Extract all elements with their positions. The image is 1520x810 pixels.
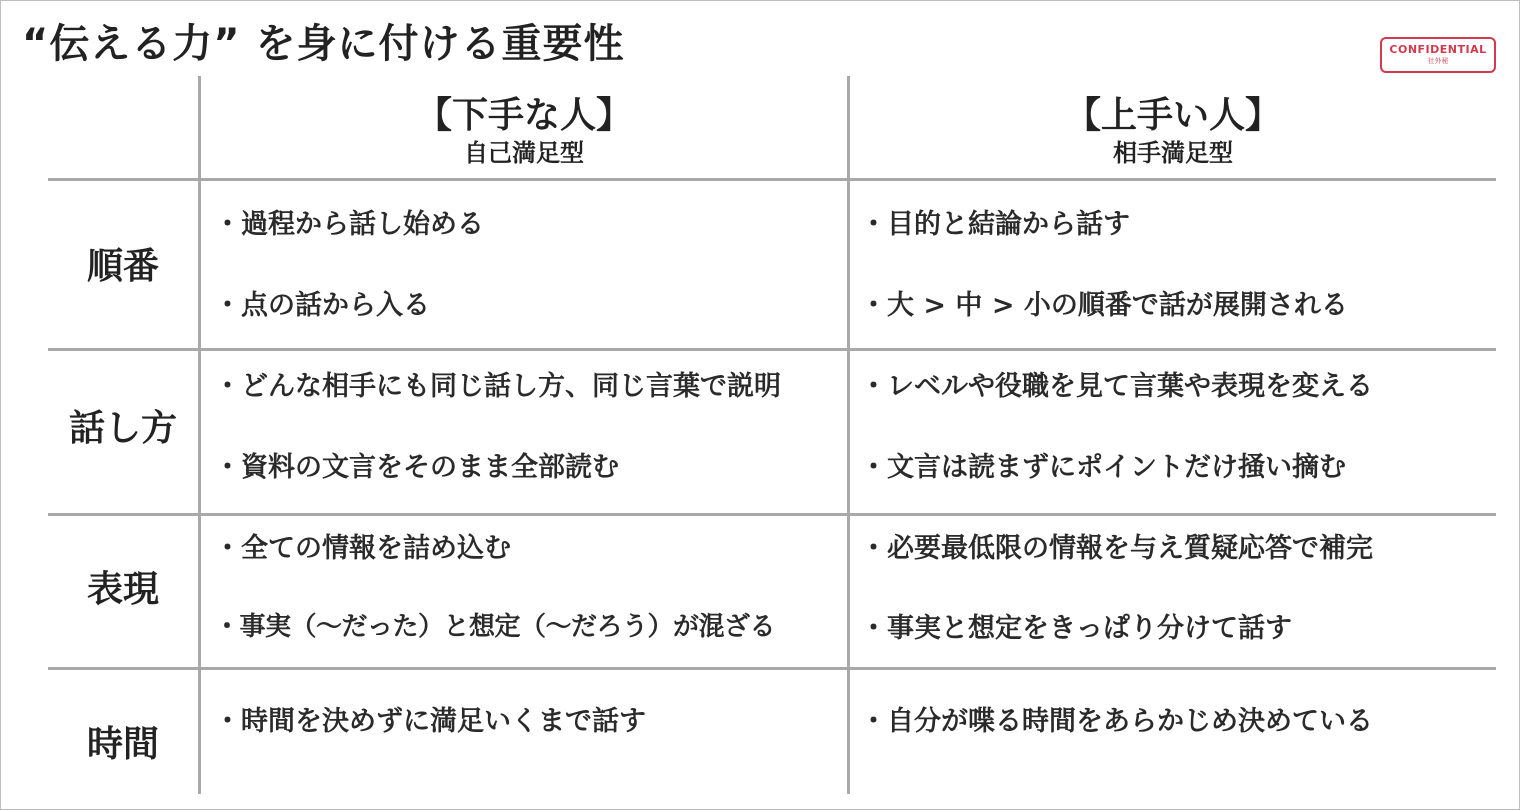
row-label-order: 順番: [86, 246, 159, 287]
confidential-stamp: [1380, 37, 1496, 73]
row-label-speaking: 話し方: [68, 408, 177, 449]
slide-title: “伝える力” を身に付ける重要性: [22, 21, 625, 67]
column-heading: 【上手い人】: [1064, 95, 1281, 136]
grid-hline-row2: [48, 513, 1496, 516]
cell-text: ・どんな相手にも同じ話し方、同じ言葉で説明: [214, 371, 781, 402]
grid-hline-row1: [48, 348, 1496, 351]
grid-vline-label: [198, 76, 201, 794]
grid-hline-row3: [48, 667, 1496, 670]
confidential-label: CONFIDENTIAL: [1389, 43, 1487, 56]
cell-text: ・資料の文言をそのまま全部読む: [214, 452, 619, 483]
grid-vline-middle: [847, 76, 850, 794]
column-header-skilled: [850, 94, 1496, 168]
column-heading: 【下手な人】: [415, 95, 632, 136]
cell-text: ・目的と結論から話す: [860, 209, 1130, 240]
row-label-expression: 表現: [86, 569, 159, 610]
cell-text: ・文言は読まずにポイントだけ掻い摘む: [860, 452, 1346, 483]
grid-hline-header: [48, 178, 1496, 181]
column-header-poor: [201, 94, 847, 168]
cell-text: ・大 > 中 > 小の順番で話が展開される: [860, 290, 1348, 321]
cell-text: ・レベルや役職を見て言葉や表現を変える: [860, 371, 1373, 402]
cell-text: ・全ての情報を詰め込む: [214, 533, 511, 564]
cell-text: ・点の話から入る: [214, 290, 430, 321]
confidential-sublabel: 社外秘: [1427, 57, 1449, 65]
cell-text: ・事実と想定をきっぱり分けて話す: [860, 613, 1292, 644]
cell-text: ・事実（～だった）と想定（～だろう）が混ざる: [214, 612, 776, 642]
cell-text: ・必要最低限の情報を与え質疑応答で補完: [860, 533, 1373, 564]
column-subheading: 自己満足型: [464, 139, 584, 167]
cell-text: ・過程から話し始める: [214, 209, 484, 240]
cell-text: ・自分が喋る時間をあらかじめ決めている: [860, 706, 1373, 737]
row-label-time: 時間: [86, 724, 159, 765]
cell-text: ・時間を決めずに満足いくまで話す: [214, 706, 646, 737]
column-subheading: 相手満足型: [1113, 139, 1233, 167]
